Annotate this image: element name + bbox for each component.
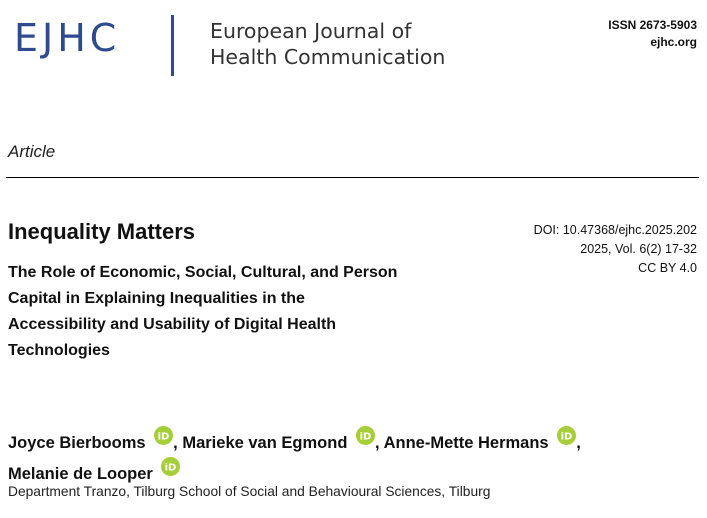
header-divider xyxy=(6,177,699,178)
author-separator: , xyxy=(576,434,581,452)
author-name: Melanie de Looper xyxy=(8,465,153,483)
issn: ISSN 2673-5903 xyxy=(608,18,697,32)
author-entry xyxy=(383,431,581,452)
article-subtitle: The Role of Economic, Social, Cultural, and Person Capital in Explaining Inequalities in the Accessibility and Usability of Digital Health Technologies xyxy=(8,264,398,359)
license[interactable]: CC BY 4.0 xyxy=(638,261,697,275)
journal-name-line-2: Health Communication xyxy=(210,45,446,69)
logo-divider xyxy=(171,15,174,76)
article-title: Inequality Matters xyxy=(8,219,196,244)
issn-block xyxy=(608,17,697,51)
journal-name-line-1: European Journal of xyxy=(210,19,412,43)
svg-text:iD: iD xyxy=(165,462,177,474)
author-entry xyxy=(182,431,380,452)
volume-info: 2025, Vol. 6(2) 17-32 xyxy=(580,242,697,256)
svg-text:iD: iD xyxy=(560,431,573,443)
svg-text:iD: iD xyxy=(157,431,170,443)
orcid-icon[interactable] xyxy=(557,426,576,445)
author-name: Marieke van Egmond xyxy=(182,434,348,452)
journal-name xyxy=(210,18,445,70)
affiliation: Department Tranzo, Tilburg School of Social and Behavioural Sciences, Tilburg xyxy=(8,484,491,499)
journal-logo xyxy=(14,18,120,58)
author-list xyxy=(8,426,698,488)
doi[interactable]: DOI: 10.47368/ejhc.2025.202 xyxy=(533,223,697,237)
journal-website[interactable]: ejhc.org xyxy=(650,35,697,49)
author-name: Anne-Mette Hermans xyxy=(383,434,549,452)
svg-text:iD: iD xyxy=(359,431,372,443)
author-separator: , xyxy=(375,434,380,452)
author-separator: , xyxy=(173,434,178,452)
orcid-icon[interactable] xyxy=(356,426,375,445)
orcid-icon[interactable] xyxy=(161,457,180,476)
logo-text: EJHC xyxy=(14,16,121,60)
article-meta xyxy=(534,221,697,278)
author-entry xyxy=(8,462,180,483)
orcid-icon[interactable] xyxy=(154,426,173,445)
author-entry xyxy=(8,431,178,452)
author-name: Joyce Bierbooms xyxy=(8,434,146,452)
article-type: Article xyxy=(8,142,56,161)
